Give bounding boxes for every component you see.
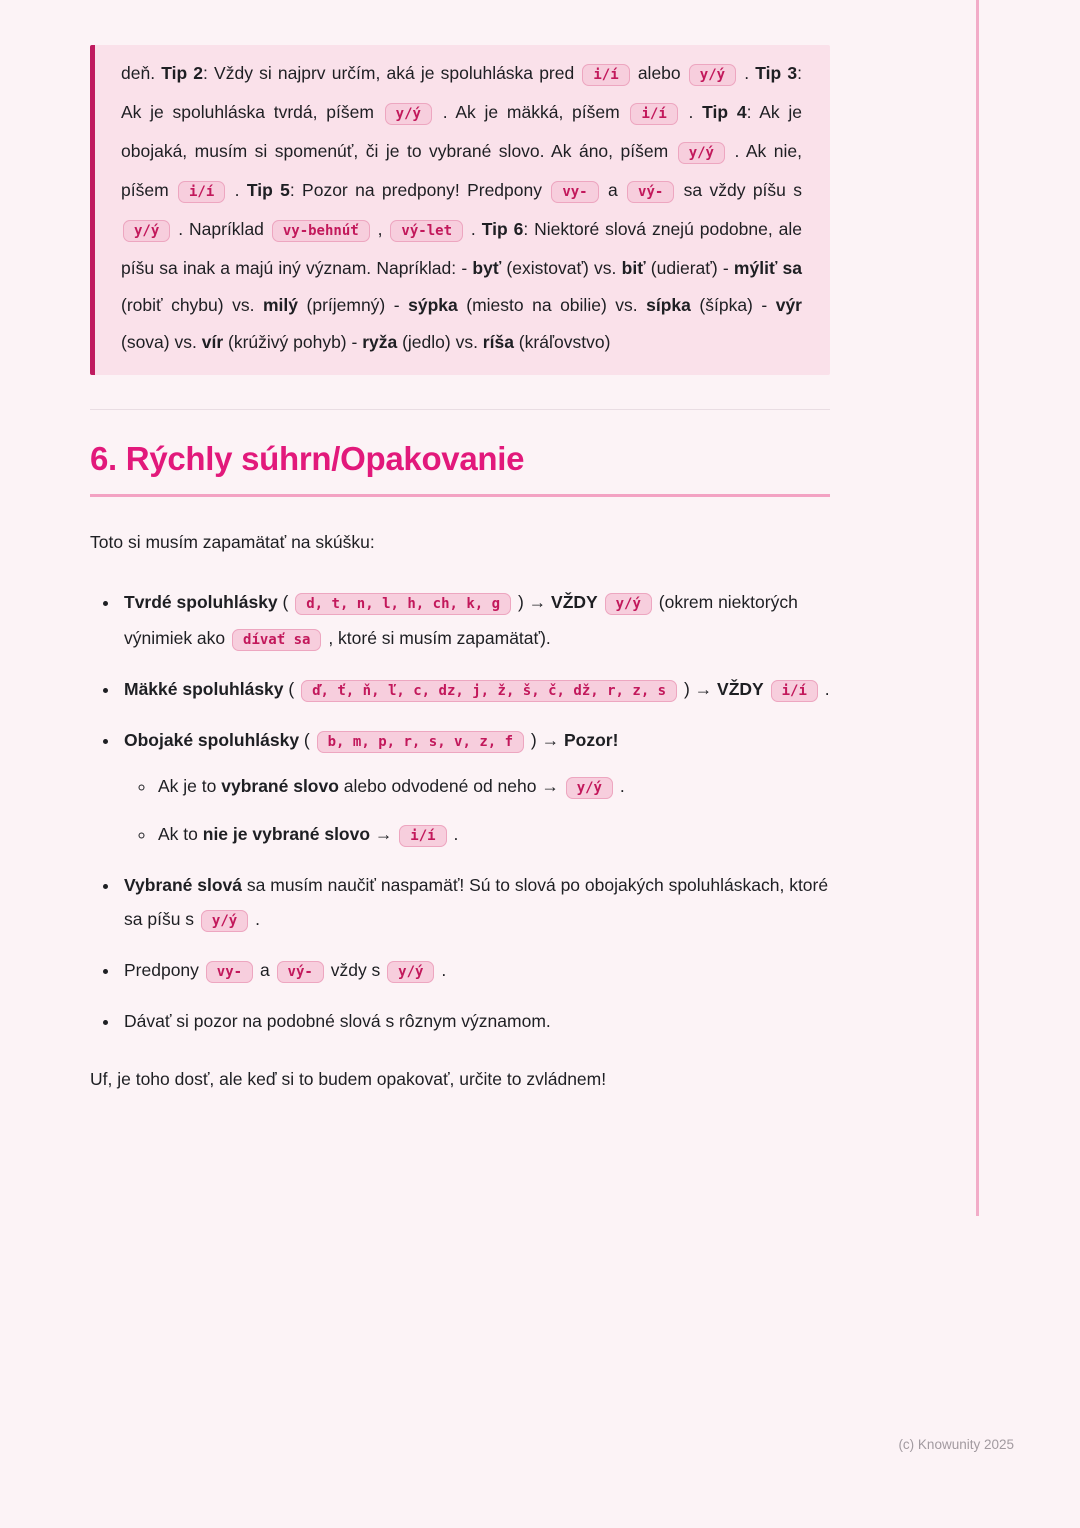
summary-item-makke bbox=[120, 672, 830, 708]
bold-text: Mäkké spoluhlásky bbox=[124, 679, 284, 699]
bold-text: ríša bbox=[482, 332, 514, 352]
page-edge-line bbox=[976, 0, 979, 1216]
section-heading: 6. Rýchly súhrn/Opakovanie bbox=[90, 440, 830, 497]
sub-item-text: Ak to nie je vybrané slovo → i/í . bbox=[158, 824, 458, 844]
bold-text: Tvrdé spoluhlásky bbox=[124, 592, 278, 612]
footer-copyright: (c) Knowunity 2025 bbox=[898, 1437, 1014, 1452]
summary-item-text: Predpony vy- a vý- vždy s y/ý . bbox=[124, 960, 446, 980]
code-chip: vy- bbox=[206, 961, 253, 983]
code-chip: vý-let bbox=[390, 220, 463, 242]
bold-text: Tip 2 bbox=[161, 63, 204, 83]
summary-item-text: Tvrdé spoluhlásky ( d, t, n, l, h, ch, k, g ) → VŽDY y/ý (okrem niektorých výnimiek ako dívať sa , ktoré si musím zapamätať). bbox=[124, 592, 798, 648]
bold-text: milý bbox=[262, 295, 298, 315]
closing-paragraph: Uf, je toho dosť, ale keď si to budem opakovať, určite to zvládnem! bbox=[90, 1069, 607, 1089]
bold-text: ryža bbox=[362, 332, 398, 352]
summary-item-podobne-slova bbox=[120, 1004, 830, 1038]
summary-item-vybrane-slova bbox=[120, 868, 830, 938]
code-chip: i/í bbox=[582, 64, 629, 86]
bold-text: vír bbox=[201, 332, 224, 352]
bold-text: Tip 6 bbox=[481, 219, 524, 239]
summary-item-text: Obojaké spoluhlásky ( b, m, p, r, s, v, z, f ) → Pozor! bbox=[124, 730, 618, 750]
callout-text: deň. Tip 2: Vždy si najprv určím, aká je spoluhláska pred i/í alebo y/ý . Tip 3: Ak je spoluhláska tvrdá, píšem y/ý . Ak je mäkká, píšem i/í . Tip 4: Ak je obojaká, musím si spomenúť, či je to vybrané slovo. Ak áno, píšem y/ý . Ak nie, píšem i/í . Tip 5: Pozor na predpony! Predpony vy- a vý- sa vždy píšu s y/ý . Napríklad vy-behnúť , vý-let . Tip 6: Niektoré slová znejú podobne, ale píšu sa inak a majú iný význam. Napríklad: - byť (existovať) vs. biť (udierať) - mýliť sa (robiť chybu) vs. milý (príjemný) - sýpka (miesto na obilie) vs. sípka (šípka) - výr (sova) vs. vír (krúživý pohyb) - ryža (jedlo) vs. ríša (kráľovstvo) bbox=[121, 63, 803, 352]
bold-text: VŽDY bbox=[717, 679, 764, 699]
bold-text: Pozor! bbox=[563, 730, 619, 750]
code-chip: y/ý bbox=[689, 64, 736, 86]
code-chip: y/ý bbox=[387, 961, 434, 983]
bold-text: Vybrané slová bbox=[124, 875, 243, 895]
code-chip: i/í bbox=[771, 680, 818, 702]
notes-page bbox=[90, 0, 830, 1094]
intro-paragraph: Toto si musím zapamätať na skúšku: bbox=[90, 532, 375, 552]
summary-item-text: Mäkké spoluhlásky ( ď, ť, ň, ľ, c, dz, j, ž, š, č, dž, r, z, s ) → VŽDY i/í . bbox=[124, 679, 830, 699]
summary-item-text: Dávať si pozor na podobné slová s rôznym významom. bbox=[124, 1011, 551, 1031]
code-chip: vy- bbox=[551, 181, 598, 203]
bold-text: Obojaké spoluhlásky bbox=[124, 730, 300, 750]
code-chip: y/ý bbox=[678, 142, 725, 164]
bold-text: Tip 4 bbox=[702, 102, 747, 122]
bold-text: Tip 5 bbox=[246, 180, 290, 200]
bold-text: nie je vybrané slovo bbox=[202, 824, 371, 844]
code-chip: vý- bbox=[277, 961, 324, 983]
summary-item-text: Vybrané slová sa musím naučiť naspamäť! Sú to slová po obojakých spoluhláskach, ktoré sa píšu s y/ý . bbox=[124, 875, 828, 929]
code-chip: vý- bbox=[627, 181, 674, 203]
bold-text: biť bbox=[621, 258, 646, 278]
section-divider bbox=[90, 409, 830, 410]
summary-item-tvrde bbox=[120, 585, 830, 657]
bold-text: VŽDY bbox=[551, 592, 598, 612]
bold-text: Tip 3 bbox=[755, 63, 798, 83]
obojake-sub-list bbox=[124, 769, 830, 853]
bold-text: mýliť sa bbox=[733, 258, 803, 278]
sub-item-text: Ak je to vybrané slovo alebo odvodené od neho → y/ý . bbox=[158, 776, 625, 796]
code-chip: i/í bbox=[630, 103, 677, 125]
bold-text: byť bbox=[472, 258, 502, 278]
code-chip: y/ý bbox=[566, 777, 613, 799]
summary-item-predpony bbox=[120, 953, 830, 989]
bold-text: sýpka bbox=[408, 295, 458, 315]
code-chip: y/ý bbox=[605, 593, 652, 615]
code-chip: dívať sa bbox=[232, 629, 321, 651]
code-chip: y/ý bbox=[123, 220, 170, 242]
sub-item-nie-vybrane-slovo bbox=[156, 817, 830, 853]
tips-callout bbox=[90, 45, 830, 375]
code-chip: y/ý bbox=[385, 103, 432, 125]
code-chip: d, t, n, l, h, ch, k, g bbox=[295, 593, 511, 615]
code-chip: vy-behnúť bbox=[272, 220, 370, 242]
code-chip: b, m, p, r, s, v, z, f bbox=[317, 731, 524, 753]
code-chip: y/ý bbox=[201, 910, 248, 932]
code-chip: i/í bbox=[178, 181, 225, 203]
sub-item-vybrane-slovo bbox=[156, 769, 830, 805]
bold-text: výr bbox=[775, 295, 802, 315]
bold-text: sípka bbox=[646, 295, 691, 315]
bold-text: vybrané slovo bbox=[221, 776, 339, 796]
code-chip: i/í bbox=[399, 825, 446, 847]
code-chip: ď, ť, ň, ľ, c, dz, j, ž, š, č, dž, r, z, s bbox=[301, 680, 677, 702]
summary-list bbox=[90, 585, 830, 1038]
summary-item-obojake bbox=[120, 723, 830, 853]
